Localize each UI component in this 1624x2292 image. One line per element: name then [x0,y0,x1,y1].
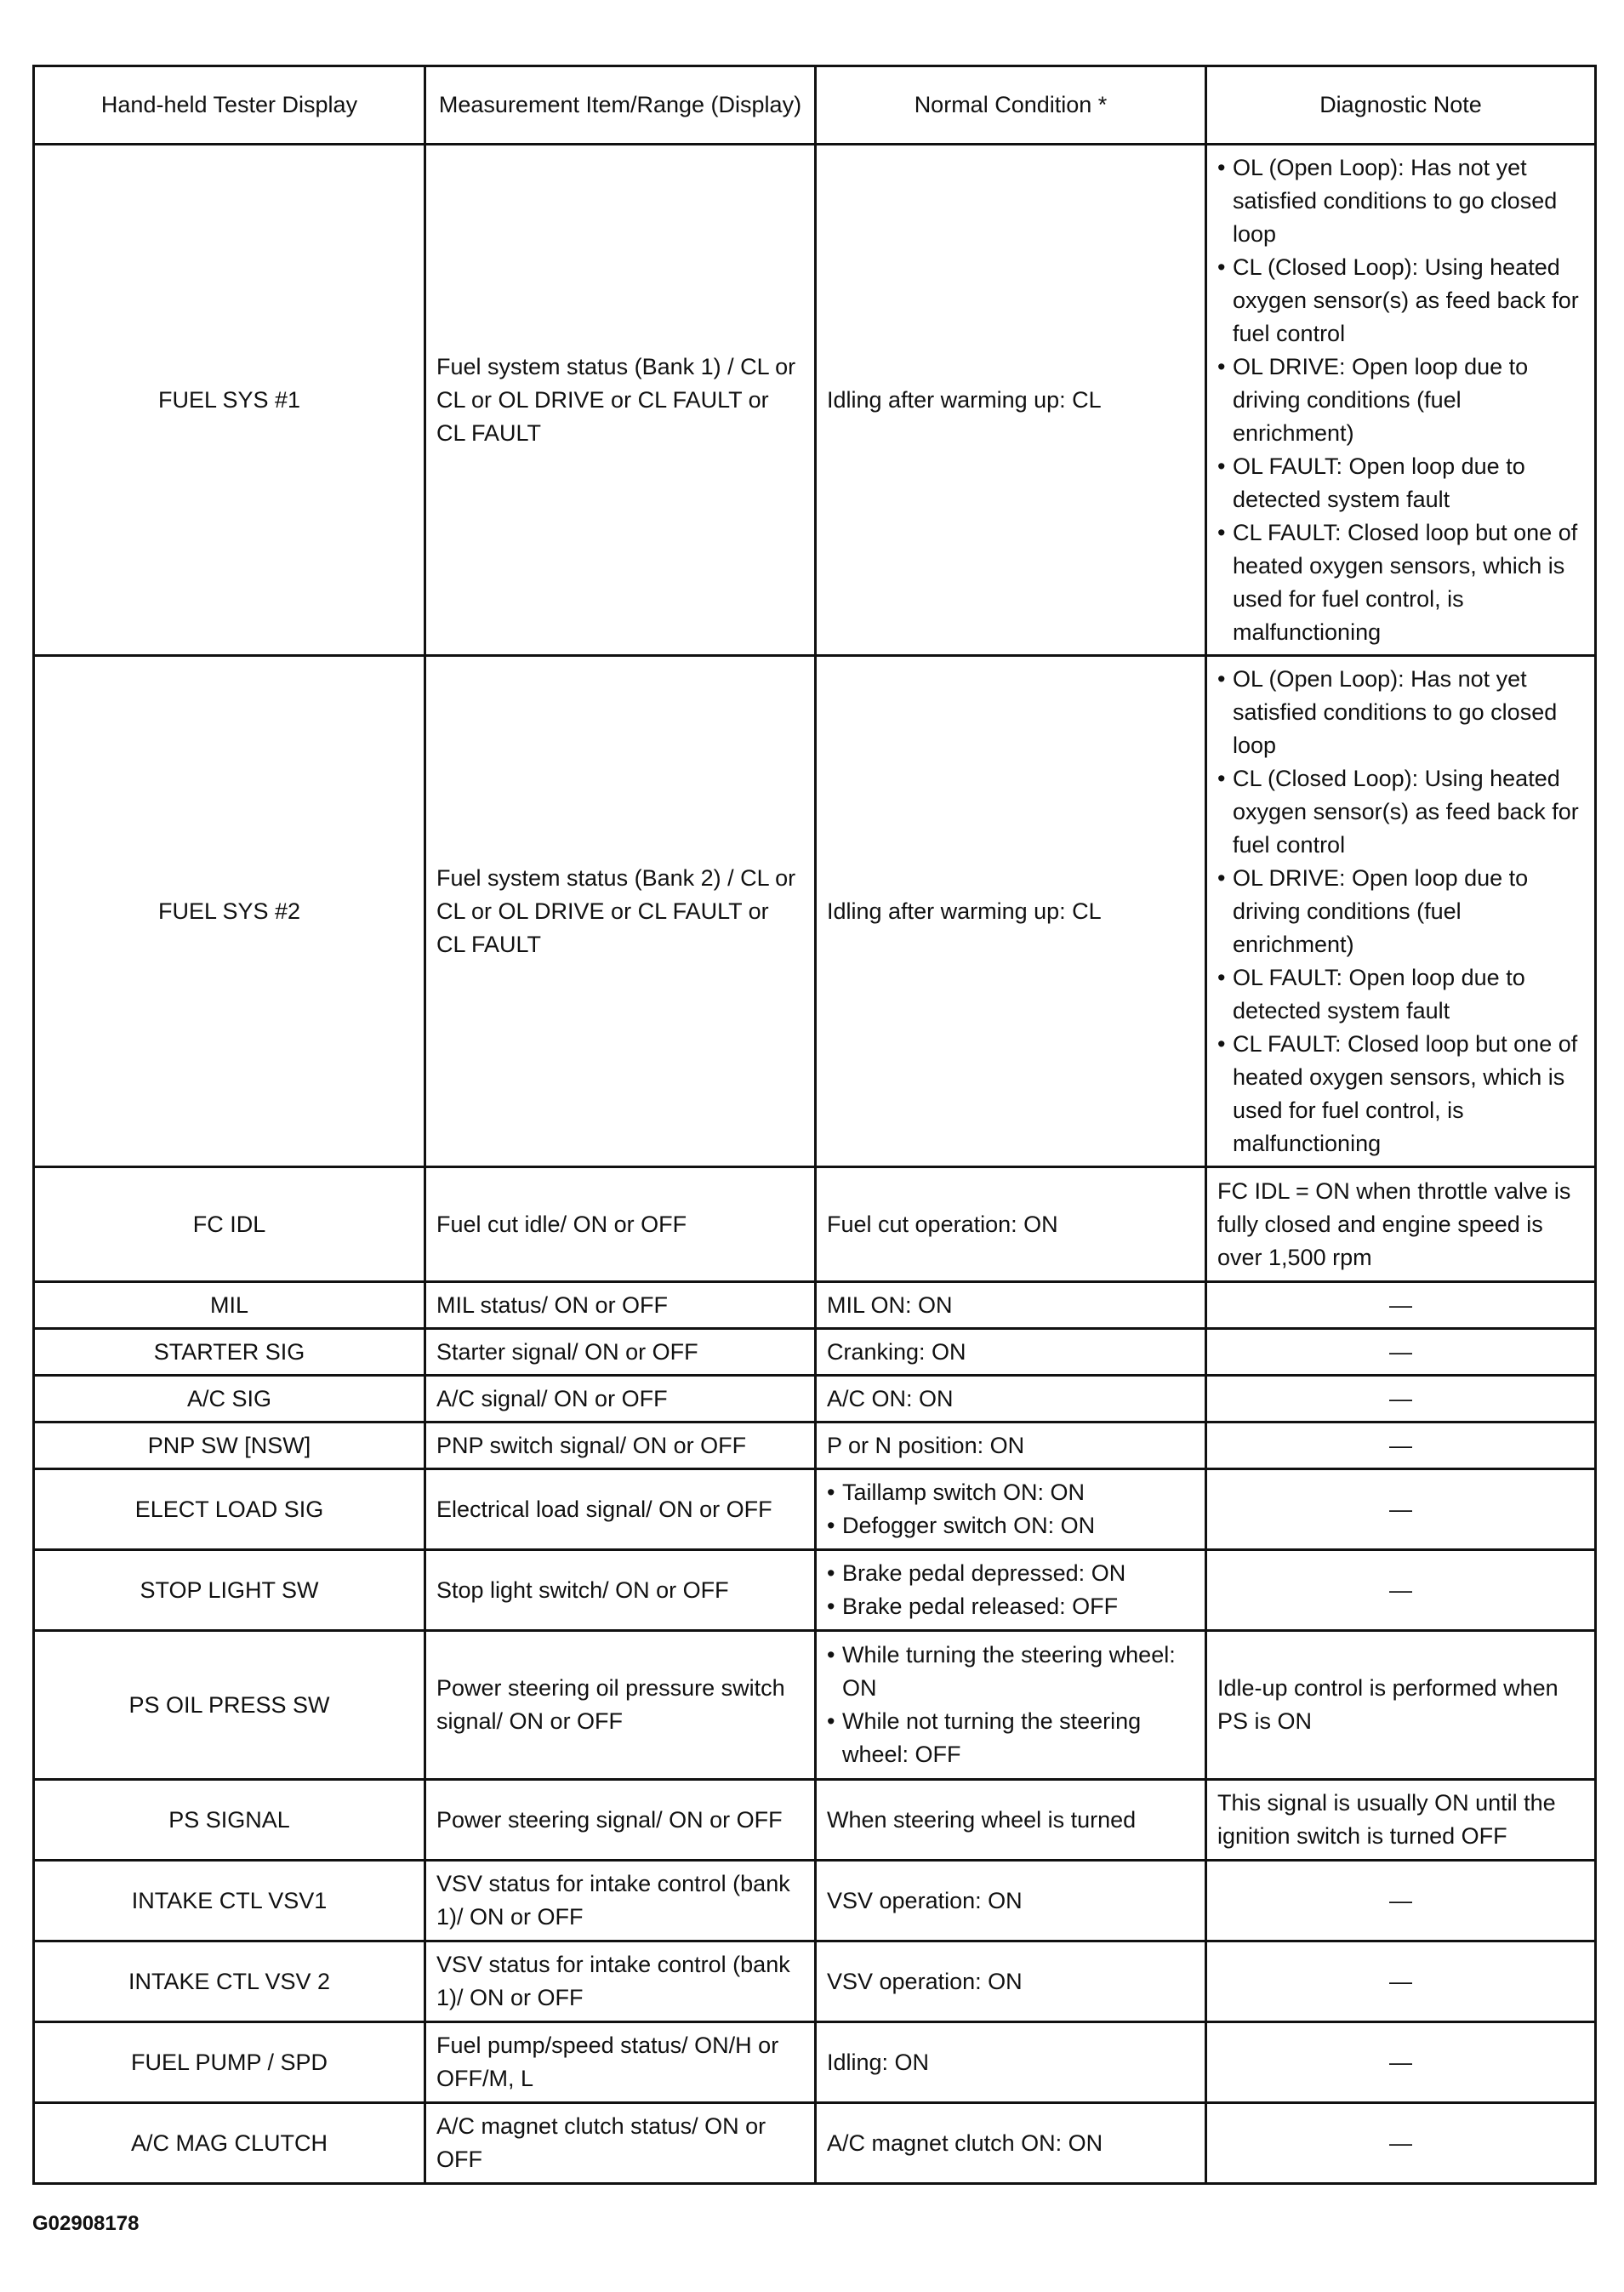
normal-condition-item: • While not turning the steering wheel: OFF [827,1705,1194,1771]
diagnostic-note-cell: — [1206,1550,1596,1631]
tester-display-cell: A/C MAG CLUTCH [34,2103,425,2184]
normal-condition-cell: When steering wheel is turned [816,1780,1206,1861]
measurement-item-cell: VSV status for intake control (bank 1)/ ON or OFF [425,1941,816,2022]
normal-condition-cell: A/C magnet clutch ON: ON [816,2103,1206,2184]
table-row [34,1329,1596,1376]
diagnostic-note-cell: — [1206,2022,1596,2103]
table-row [34,656,1596,1167]
diagnostic-note-cell: — [1206,1423,1596,1469]
measurement-item-cell: A/C magnet clutch status/ ON or OFF [425,2103,816,2184]
tester-display-cell: INTAKE CTL VSV 2 [34,1941,425,2022]
measurement-item-cell: Fuel system status (Bank 1) / CL or CL or OL DRIVE or CL FAULT or CL FAULT [425,145,816,656]
header-item: Measurement Item/Range (Display) [425,66,816,145]
normal-condition-item: • Brake pedal released: OFF [827,1590,1194,1623]
normal-condition-item: • Brake pedal depressed: ON [827,1557,1194,1590]
normal-condition-item: • While turning the steering wheel: ON [827,1639,1194,1705]
tester-display-cell: STOP LIGHT SW [34,1550,425,1631]
table-row [34,1861,1596,1941]
diagnostic-note-item: • OL DRIVE: Open loop due to driving conditions (fuel enrichment) [1217,862,1584,961]
diagnostic-note-cell: — [1206,1329,1596,1376]
normal-condition-cell: Fuel cut operation: ON [816,1167,1206,1282]
table-row [34,1550,1596,1631]
diagnostic-note-cell: FC IDL = ON when throttle valve is fully closed and engine speed is over 1,500 rpm [1206,1167,1596,1282]
figure-id: G02908178 [32,2212,140,2235]
diagnostic-note-item: • OL FAULT: Open loop due to detected system fault [1217,450,1584,516]
normal-condition-cell: Idling after warming up: CL [816,145,1206,656]
table-row [34,1376,1596,1423]
diagnostic-note-cell: Idle-up control is performed when PS is ON [1206,1631,1596,1780]
diagnostic-note-cell [1206,656,1596,1167]
diagnostic-note-cell: — [1206,1282,1596,1329]
normal-condition-cell [816,1469,1206,1550]
diagnostic-note-cell: — [1206,1376,1596,1423]
table-row [34,1167,1596,1282]
diagnostic-note-cell: — [1206,1941,1596,2022]
header-note: Diagnostic Note [1206,66,1596,145]
diagnostic-note-cell: — [1206,2103,1596,2184]
diagnostic-note-item: • OL DRIVE: Open loop due to driving conditions (fuel enrichment) [1217,351,1584,450]
diagnostic-note-item: • CL FAULT: Closed loop but one of heated oxygen sensors, which is used for fuel control, is malfunctioning [1217,1028,1584,1160]
normal-condition-item: • Defogger switch ON: ON [827,1509,1194,1542]
measurement-item-cell: PNP switch signal/ ON or OFF [425,1423,816,1469]
table-row [34,1282,1596,1329]
table-row [34,1469,1596,1550]
diagnostic-note-list [1217,663,1584,1160]
measurement-item-cell: Fuel pump/speed status/ ON/H or OFF/M, L [425,2022,816,2103]
tester-display-cell: STARTER SIG [34,1329,425,1376]
normal-condition-cell [816,1631,1206,1780]
tester-display-cell: PS SIGNAL [34,1780,425,1861]
normal-condition-item: • Taillamp switch ON: ON [827,1476,1194,1509]
tester-display-cell: A/C SIG [34,1376,425,1423]
normal-condition-list [827,1639,1194,1771]
normal-condition-cell: P or N position: ON [816,1423,1206,1469]
measurement-item-cell: VSV status for intake control (bank 1)/ ON or OFF [425,1861,816,1941]
tester-display-cell: PNP SW [NSW] [34,1423,425,1469]
table-body [34,145,1596,2184]
normal-condition-list [827,1557,1194,1623]
diagnostic-table [32,65,1597,2185]
table-row [34,1780,1596,1861]
normal-condition-cell: A/C ON: ON [816,1376,1206,1423]
tester-display-cell: MIL [34,1282,425,1329]
normal-condition-cell [816,1550,1206,1631]
measurement-item-cell: Fuel cut idle/ ON or OFF [425,1167,816,1282]
tester-display-cell: INTAKE CTL VSV1 [34,1861,425,1941]
diagnostic-note-item: • OL (Open Loop): Has not yet satisfied conditions to go closed loop [1217,663,1584,762]
tester-display-cell: FC IDL [34,1167,425,1282]
measurement-item-cell: Starter signal/ ON or OFF [425,1329,816,1376]
measurement-item-cell: Fuel system status (Bank 2) / CL or CL or OL DRIVE or CL FAULT or CL FAULT [425,656,816,1167]
header-normal: Normal Condition * [816,66,1206,145]
tester-display-cell: FUEL SYS #1 [34,145,425,656]
normal-condition-cell: Idling: ON [816,2022,1206,2103]
normal-condition-cell: MIL ON: ON [816,1282,1206,1329]
measurement-item-cell: MIL status/ ON or OFF [425,1282,816,1329]
diagnostic-note-item: • OL FAULT: Open loop due to detected system fault [1217,961,1584,1028]
diagnostic-note-item: • CL (Closed Loop): Using heated oxygen sensor(s) as feed back for fuel control [1217,251,1584,351]
table-row [34,1631,1596,1780]
tester-display-cell: FUEL SYS #2 [34,656,425,1167]
measurement-item-cell: A/C signal/ ON or OFF [425,1376,816,1423]
diagnostic-note-item: • CL FAULT: Closed loop but one of heated oxygen sensors, which is used for fuel control, is malfunctioning [1217,516,1584,649]
normal-condition-cell: VSV operation: ON [816,1941,1206,2022]
measurement-item-cell: Stop light switch/ ON or OFF [425,1550,816,1631]
table-row [34,1941,1596,2022]
table-row [34,145,1596,656]
table-row [34,2022,1596,2103]
diagnostic-note-list [1217,151,1584,649]
normal-condition-cell: VSV operation: ON [816,1861,1206,1941]
diagnostic-note-cell: — [1206,1469,1596,1550]
measurement-item-cell: Power steering oil pressure switch signal/ ON or OFF [425,1631,816,1780]
diagnostic-note-item: • OL (Open Loop): Has not yet satisfied conditions to go closed loop [1217,151,1584,251]
normal-condition-cell: Cranking: ON [816,1329,1206,1376]
measurement-item-cell: Power steering signal/ ON or OFF [425,1780,816,1861]
diagnostic-note-cell [1206,145,1596,656]
header-display: Hand-held Tester Display [34,66,425,145]
tester-display-cell: ELECT LOAD SIG [34,1469,425,1550]
normal-condition-list [827,1476,1194,1542]
table-row [34,2103,1596,2184]
normal-condition-cell: Idling after warming up: CL [816,656,1206,1167]
diagnostic-note-cell: This signal is usually ON until the ignition switch is turned OFF [1206,1780,1596,1861]
measurement-item-cell: Electrical load signal/ ON or OFF [425,1469,816,1550]
tester-display-cell: PS OIL PRESS SW [34,1631,425,1780]
header-row [34,66,1596,145]
diagnostic-note-item: • CL (Closed Loop): Using heated oxygen sensor(s) as feed back for fuel control [1217,762,1584,862]
tester-display-cell: FUEL PUMP / SPD [34,2022,425,2103]
diagnostic-note-cell: — [1206,1861,1596,1941]
table-row [34,1423,1596,1469]
